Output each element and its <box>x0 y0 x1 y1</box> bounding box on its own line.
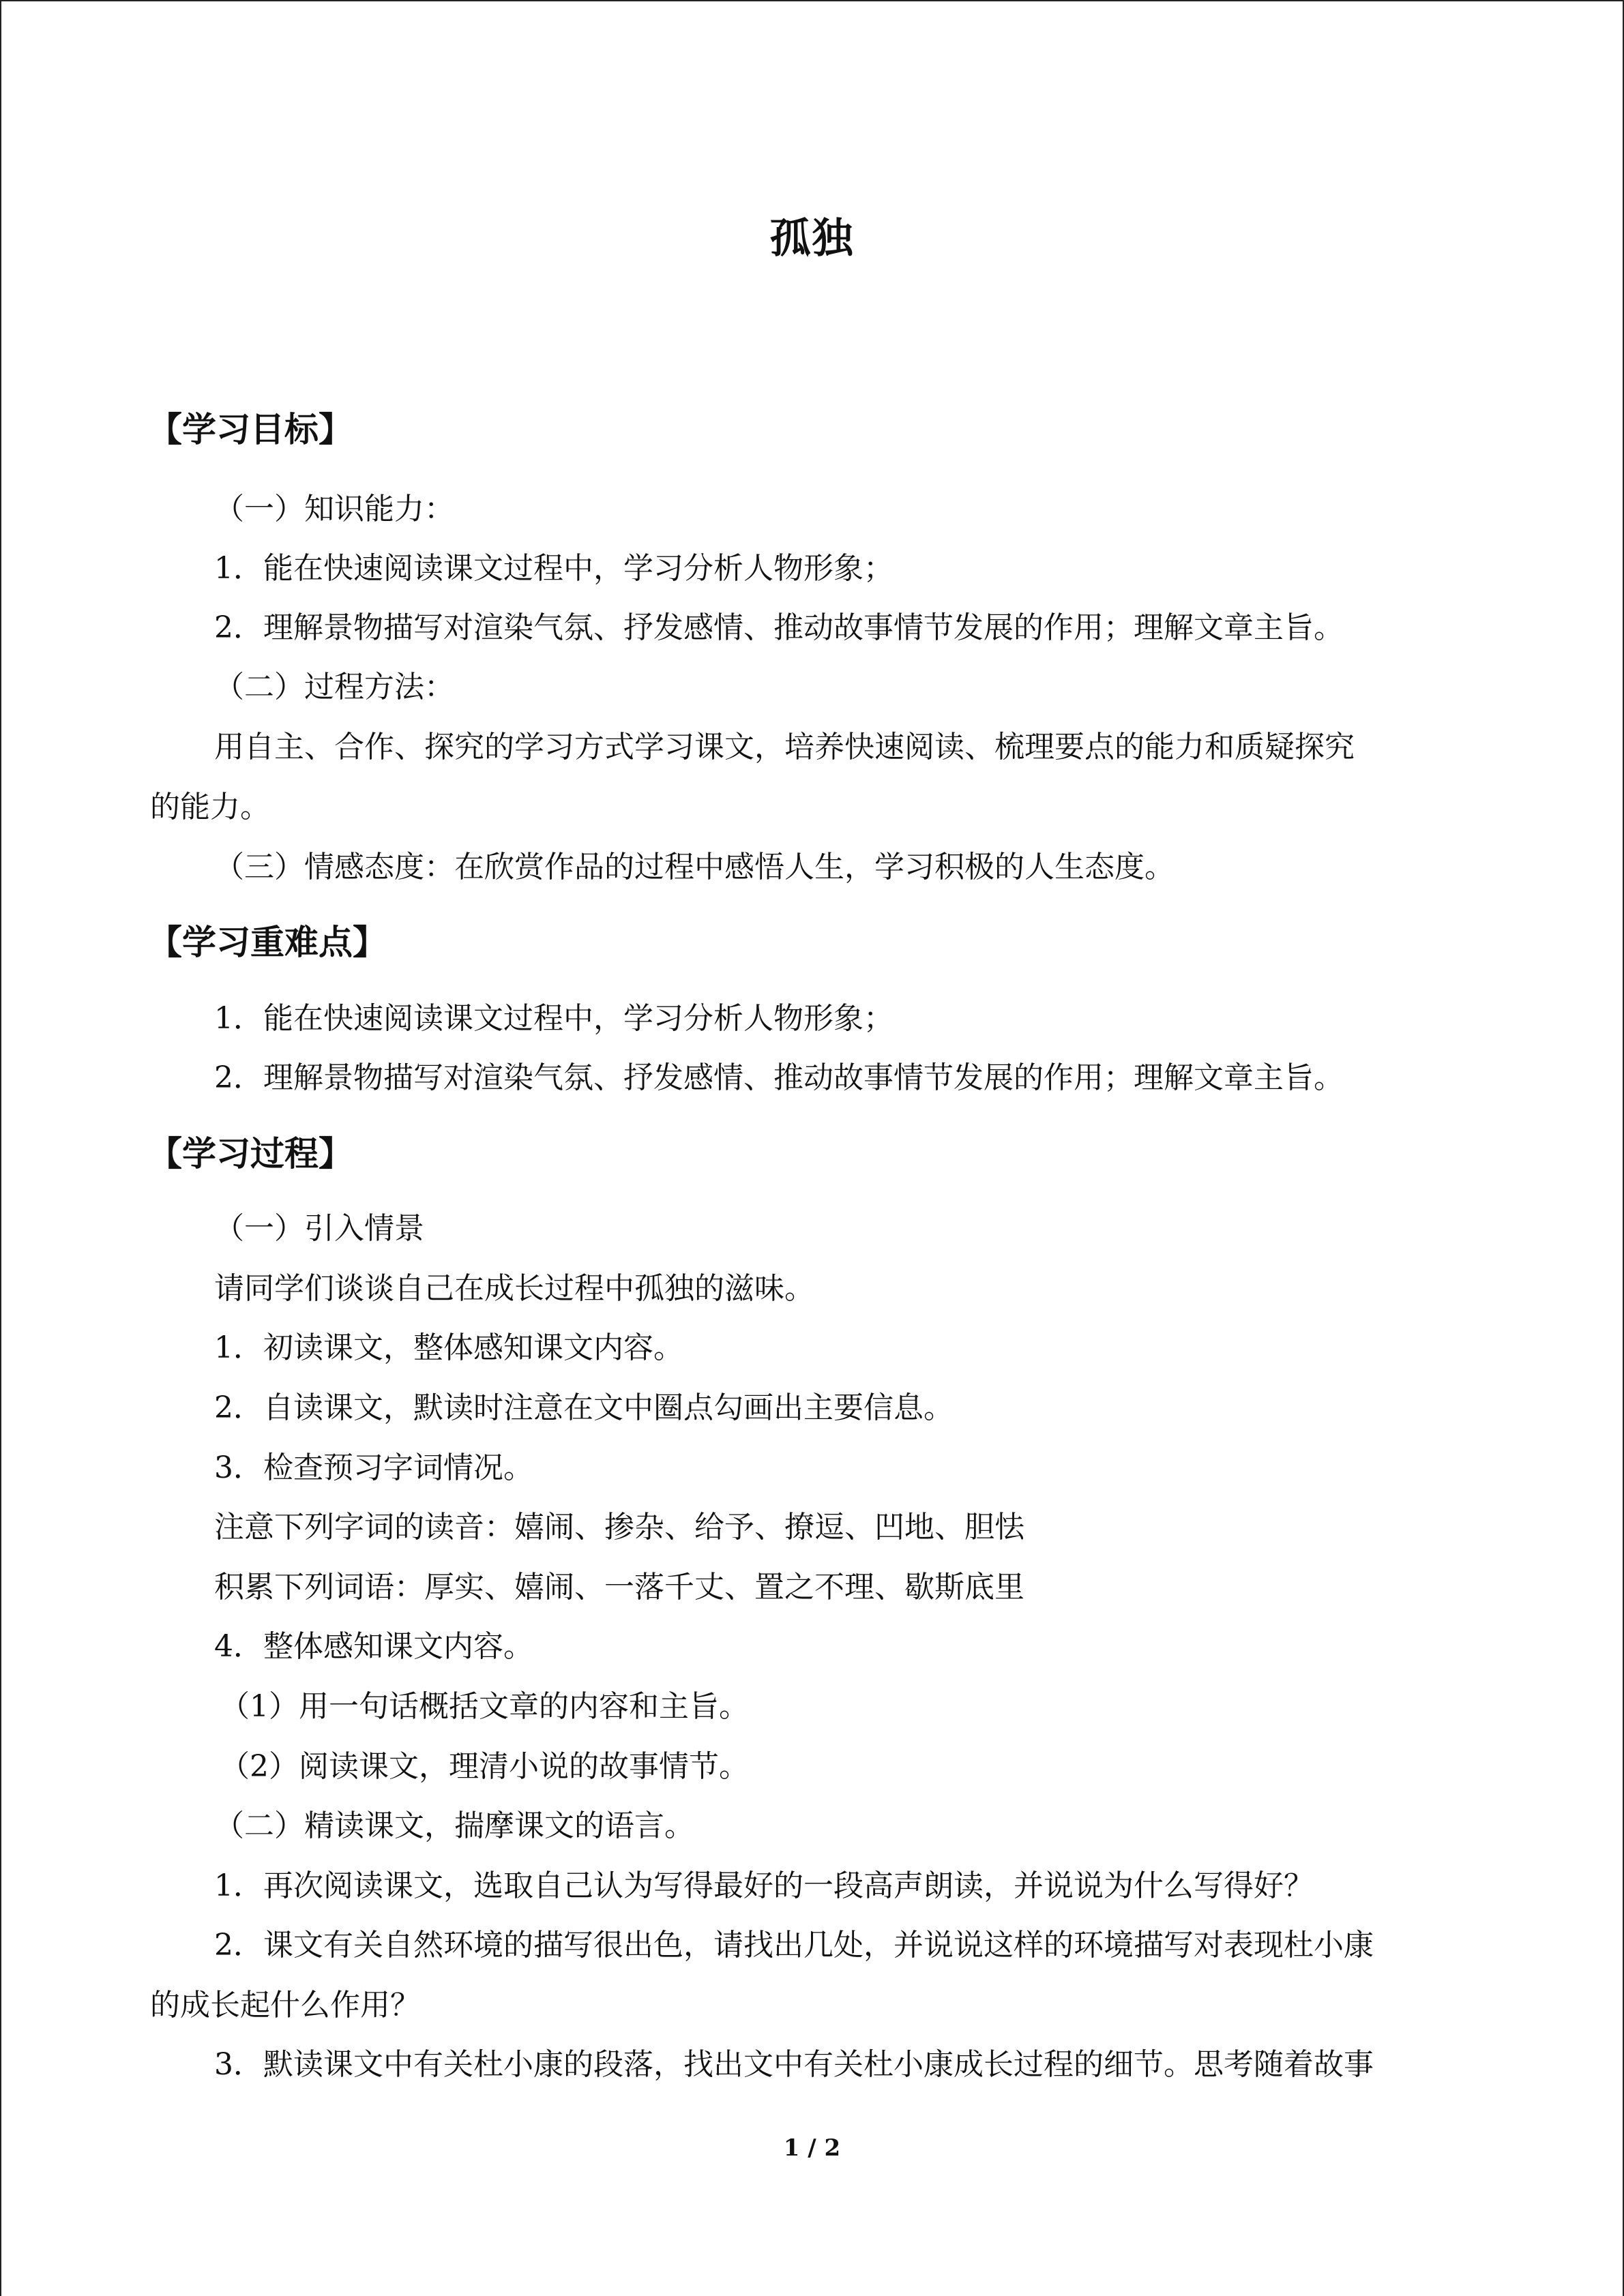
process-step-2: 2．自读课文，默读时注意在文中圈点勾画出主要信息。 <box>214 1390 954 1425</box>
goals-emotion: （三）情感态度：在欣赏作品的过程中感悟人生，学习积极的人生态度。 <box>214 850 1175 884</box>
process-intro-label: （一）引入情景 <box>214 1211 424 1246</box>
goals-knowledge-label: （一）知识能力： <box>214 492 454 526</box>
process-vocabulary: 积累下列词语：厚实、嬉闹、一落千丈、置之不理、歇斯底里 <box>214 1570 1024 1605</box>
document-title: 孤独 <box>769 215 855 263</box>
page-number: 1 / 2 <box>783 2134 841 2162</box>
goals-method-label: （二）过程方法： <box>214 670 454 704</box>
process-close-reading-2-line-1: 2．课文有关自然环境的描写很出色，请找出几处，并说说这样的环境描写对表现杜小康 <box>214 1928 1374 1963</box>
heading-learning-goals: 【学习目标】 <box>148 410 353 449</box>
goals-method-text-line-1: 用自主、合作、探究的学习方式学习课文，培养快速阅读、梳理要点的能力和质疑探究 <box>214 730 1355 764</box>
goals-knowledge-item-2: 2．理解景物描写对渲染气氛、抒发感情、推动故事情节发展的作用；理解文章主旨。 <box>214 610 1344 645</box>
heading-learning-process: 【学习过程】 <box>148 1134 353 1174</box>
process-close-reading-1: 1．再次阅读课文，选取自己认为写得最好的一段高声朗读，并说说为什么写得好？ <box>214 1868 1314 1903</box>
key-point-item-2: 2．理解景物描写对渲染气氛、抒发感情、推动故事情节发展的作用；理解文章主旨。 <box>214 1060 1344 1095</box>
process-close-reading-2-line-2: 的成长起什么作用？ <box>150 1988 420 2023</box>
process-pronunciation: 注意下列字词的读音：嬉闹、掺杂、给予、撩逗、凹地、胆怯 <box>214 1510 1024 1545</box>
process-intro-text: 请同学们谈谈自己在成长过程中孤独的滋味。 <box>214 1271 814 1306</box>
process-step-1: 1．初读课文，整体感知课文内容。 <box>214 1330 683 1365</box>
key-point-item-1: 1．能在快速阅读课文过程中，学习分析人物形象； <box>214 1001 894 1036</box>
goals-method-text-line-2: 的能力。 <box>150 790 270 824</box>
process-step-4: 4．整体感知课文内容。 <box>214 1629 533 1664</box>
heading-key-points: 【学习重难点】 <box>148 923 387 962</box>
process-step-3: 3．检查预习字词情况。 <box>214 1450 533 1485</box>
process-sub-2: （2）阅读课文，理清小说的故事情节。 <box>220 1749 749 1784</box>
process-sub-1: （1）用一句话概括文章的内容和主旨。 <box>220 1689 749 1724</box>
process-close-reading-label: （二）精读课文，揣摩课文的语言。 <box>214 1808 694 1843</box>
process-close-reading-3: 3．默读课文中有关杜小康的段落，找出文中有关杜小康成长过程的细节。思考随着故事 <box>214 2047 1374 2082</box>
goals-knowledge-item-1: 1．能在快速阅读课文过程中，学习分析人物形象； <box>214 551 894 586</box>
